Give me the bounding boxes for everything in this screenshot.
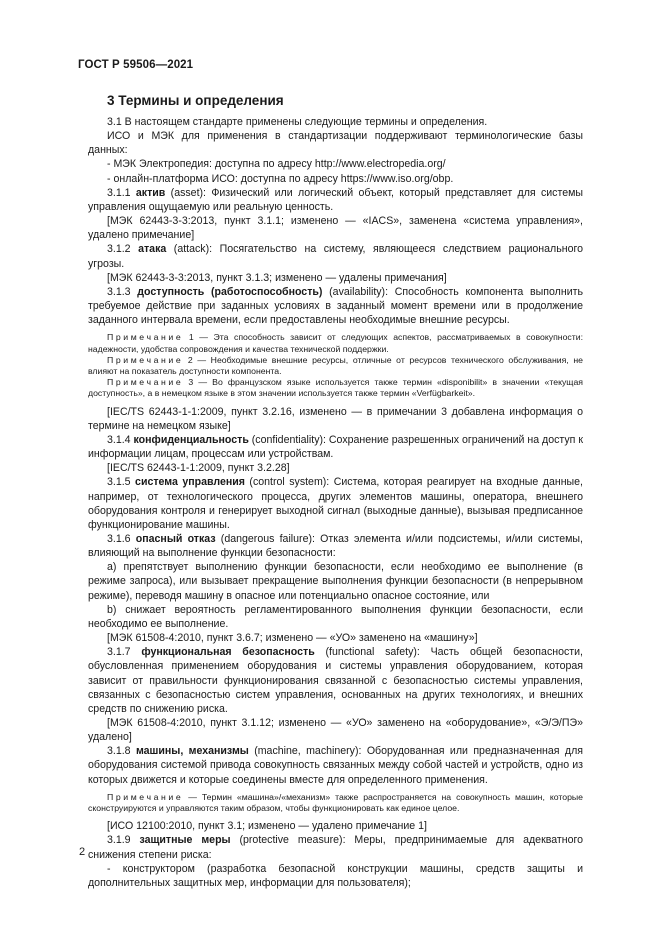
term-definition: 3.1.4 конфиденциальность (confidentiality): Сохранение разрешенных ограничений на доступ к информации лицам, процессам или устройствам. [88, 433, 583, 461]
paragraph: - конструктором (разработка безопасной конструкции машины, средств защиты и дополнительных защитных мер, информации для пользователя); [88, 862, 583, 889]
term: конфиденциальность [133, 433, 249, 446]
term-definition: 3.1.5 система управления (control system): Система, которая реагирует на входные данные, например, от технологического процесса, других элементов машины, оператора, внешнего оборудования контроля и генерирует выходной сигнал (выходные данные), вызывая предписанное функционирование машины. [88, 476, 584, 531]
section-title: 3 Термины и определения [107, 93, 284, 108]
note-paragraph: Примечание 3 — Во французском языке используется также термин «disponibilit» в значении «текущая доступность», а в немецком языке в этом значении используется также термин «Verfügbarkeit». [88, 377, 583, 399]
term: система управления [135, 476, 245, 489]
note-label: Примечание [107, 377, 184, 388]
term-definition: 3.1.2 атака (attack): Посягательство на систему, являющееся следствием рационального угрозы. [88, 243, 583, 270]
paragraph: [МЭК 61508-4:2010, пункт 3.6.7; изменено — «УО» заменено на «машину»] [107, 632, 478, 645]
note-label: Примечание [107, 354, 184, 365]
page-number: 2 [79, 846, 86, 858]
paragraph: а) препятствует выполнению функции безопасности, если необходимо ее выполнение (в режиме запроса), или вызывает прекращение выполнения функции безопасности (в непрерывном режиме), переводя машину в опасное или потенциально опасное состояние, или [88, 561, 583, 602]
term: функциональная безопасность [141, 646, 315, 659]
term-definition: 3.1.8 машины, механизмы (machine, machinery): Оборудованная или предназначенная для оборудования системой привода совокупность связанных между собой частей и устройств, одно из которых движется и которые соединены вместе для определенного применения. [88, 745, 583, 786]
term-definition: 3.1.9 защитные меры (protective measure): Меры, предпринимаемые для адекватного снижения степени риска: [88, 834, 583, 861]
paragraph: [IEC/TS 62443-1-1:2009, пункт 3.2.16, изменено — в примечании 3 добавлена информация о термине на немецком языке] [88, 405, 583, 432]
term: атака [138, 243, 167, 256]
term: доступность (работоспособность) [137, 285, 323, 298]
note-label: Примечание [107, 791, 184, 802]
paragraph: - МЭК Электропедия: доступна по адресу http://www.electropedia.org/ [107, 158, 446, 171]
paragraph: ИСО и МЭК для применения в стандартизации поддерживают терминологические базы данных: [88, 130, 583, 157]
document-header: ГОСТ Р 59506—2021 [78, 59, 194, 71]
note-paragraph: Примечание 1 — Эта способность зависит от следующих аспектов, рассматриваемых в совокупности: надежности, удобства сопровождения и качества технической поддержки. [88, 332, 583, 354]
term: машины, механизмы [135, 745, 249, 758]
term: защитные меры [139, 834, 231, 847]
term-definition: 3.1.7 функциональная безопасность (functional safety): Часть общей безопасности, обусловленная применением оборудования и системы управления оборудованием, которая зависит от правильности функционирования связанной с безопасностью системы управления, связанных с безопасностью систем управления, основанных на других технологиях, и внешних средств по снижению риска. [88, 646, 583, 715]
term-definition: 3.1.3 доступность (работоспособность) (availability): Способность компонента выполнить требуемое действие при заданных условиях в заданный момент времени или в продолжение заданного интервала времени, если предоставлены необходимые внешние ресурсы. [88, 285, 583, 327]
paragraph: [ИСО 12100:2010, пункт 3.1; изменено — удалено примечание 1] [107, 820, 427, 833]
note-label: Примечание [107, 332, 184, 343]
note-paragraph: Примечание 2 — Необходимые внешние ресурсы, отличные от ресурсов технического обслуживания, не влияют на показатель доступности компонента. [88, 354, 583, 376]
paragraph: [МЭК 62443-3-3:2013, пункт 3.1.1; изменено — «IACS», заменена «система управления», удалено примечание] [88, 215, 583, 242]
term: опасный отказ [135, 532, 216, 545]
term-definition: 3.1.1 актив (asset): Физический или логический объект, который представляет для системы управления ощущаемую или реальную ценность. [88, 186, 583, 213]
paragraph: 3.1 В настоящем стандарте применены следующие термины и определения. [107, 116, 488, 128]
document-body [88, 115, 583, 890]
paragraph: - онлайн-платформа ИСО: доступна по адресу https://www.iso.org/obp. [107, 172, 454, 185]
term: актив [135, 186, 166, 199]
paragraph: [IEC/TS 62443-1-1:2009, пункт 3.2.28] [107, 462, 290, 475]
paragraph: b) снижает вероятность регламентированного выполнения функции безопасности, если необходимо ее выполнение. [88, 603, 583, 630]
paragraph: [МЭК 61508-4:2010, пункт 3.1.12; изменено — «УО» заменено на «оборудование», «Э/Э/ПЭ» удалено] [88, 717, 583, 744]
term-definition: 3.1.6 опасный отказ (dangerous failure): Отказ элемента и/или подсистемы, и/или системы, влияющий на выполнение функции безопасности: [88, 532, 583, 560]
paragraph: [МЭК 62443-3-3:2013, пункт 3.1.3; изменено — удалены примечания] [107, 271, 447, 284]
note-paragraph: Примечание — Термин «машина»/«механизм» также распространяется на совокупность машин, которые сконструируются и управляются таким образом, чтобы функционировать как единое целое. [88, 791, 583, 813]
